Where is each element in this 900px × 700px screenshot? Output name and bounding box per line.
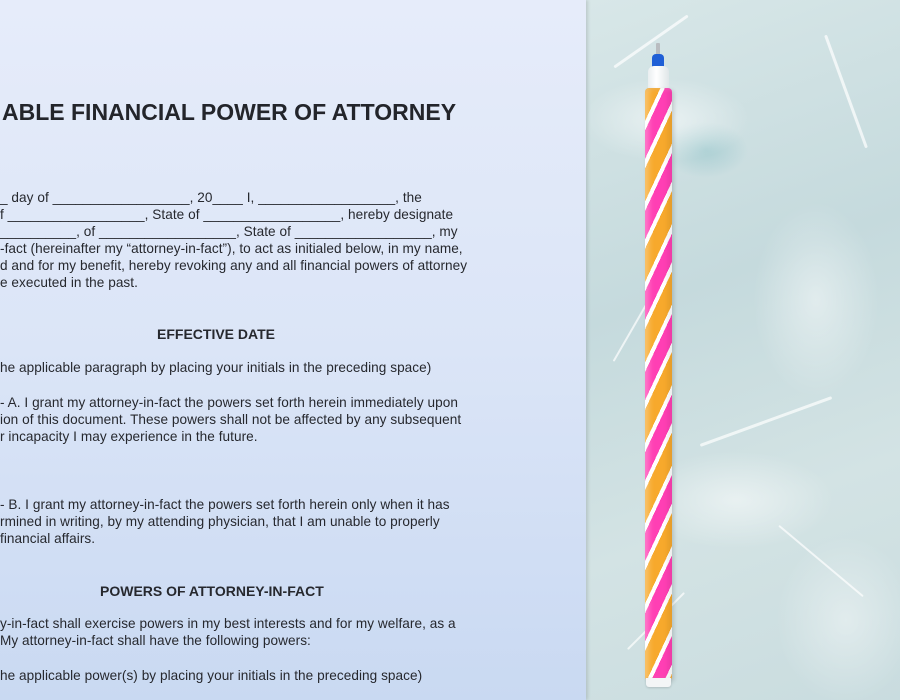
option-b-line: rmined in writing, by my attending physician, that I am unable to properly bbox=[0, 514, 440, 529]
option-a-line: r incapacity I may experience in the future. bbox=[0, 429, 258, 444]
option-a-line: - A. I grant my attorney-in-fact the powers set forth herein immediately upon bbox=[0, 395, 458, 410]
powers-body-line: My attorney-in-fact shall have the following powers: bbox=[0, 633, 311, 648]
intro-line: -fact (hereinafter my “attorney-in-fact”), to act as initialed below, in my name, bbox=[0, 241, 463, 256]
plaster-streak bbox=[613, 300, 650, 362]
intro-line: e executed in the past. bbox=[0, 275, 138, 290]
plaster-streak bbox=[778, 525, 864, 597]
option-b-line: financial affairs. bbox=[0, 531, 96, 546]
pen-end-cap bbox=[646, 678, 671, 687]
document-title: ABLE FINANCIAL POWER OF ATTORNEY bbox=[2, 99, 457, 125]
plaster-streak bbox=[824, 35, 868, 149]
textured-surface bbox=[586, 0, 900, 700]
powers-heading: POWERS OF ATTORNEY-IN-FACT bbox=[100, 583, 324, 599]
plaster-streak bbox=[700, 396, 833, 447]
powers-body-line: y-in-fact shall exercise powers in my best interests and for my welfare, as a bbox=[0, 616, 456, 631]
plaster-streak bbox=[613, 14, 688, 68]
powers-instruction: he applicable power(s) by placing your initials in the preceding space) bbox=[0, 668, 423, 683]
intro-line: _ day of __________________, 20____ I, __________________, the bbox=[0, 190, 422, 205]
effective-date-heading: EFFECTIVE DATE bbox=[157, 326, 275, 342]
effective-date-instruction: he applicable paragraph by placing your initials in the preceding space) bbox=[0, 360, 432, 375]
striped-pen bbox=[645, 88, 672, 680]
option-b-line: - B. I grant my attorney-in-fact the powers set forth herein only when it has bbox=[0, 497, 450, 512]
intro-line: f __________________, State of __________________, hereby designate bbox=[0, 207, 454, 222]
intro-line: __________, of __________________, State of __________________, my bbox=[0, 224, 458, 239]
intro-line: d and for my benefit, hereby revoking any and all financial powers of attorney bbox=[0, 258, 468, 273]
option-a-line: ion of this document. These powers shall not be affected by any subsequent bbox=[0, 412, 462, 427]
pen-cone bbox=[648, 66, 669, 90]
